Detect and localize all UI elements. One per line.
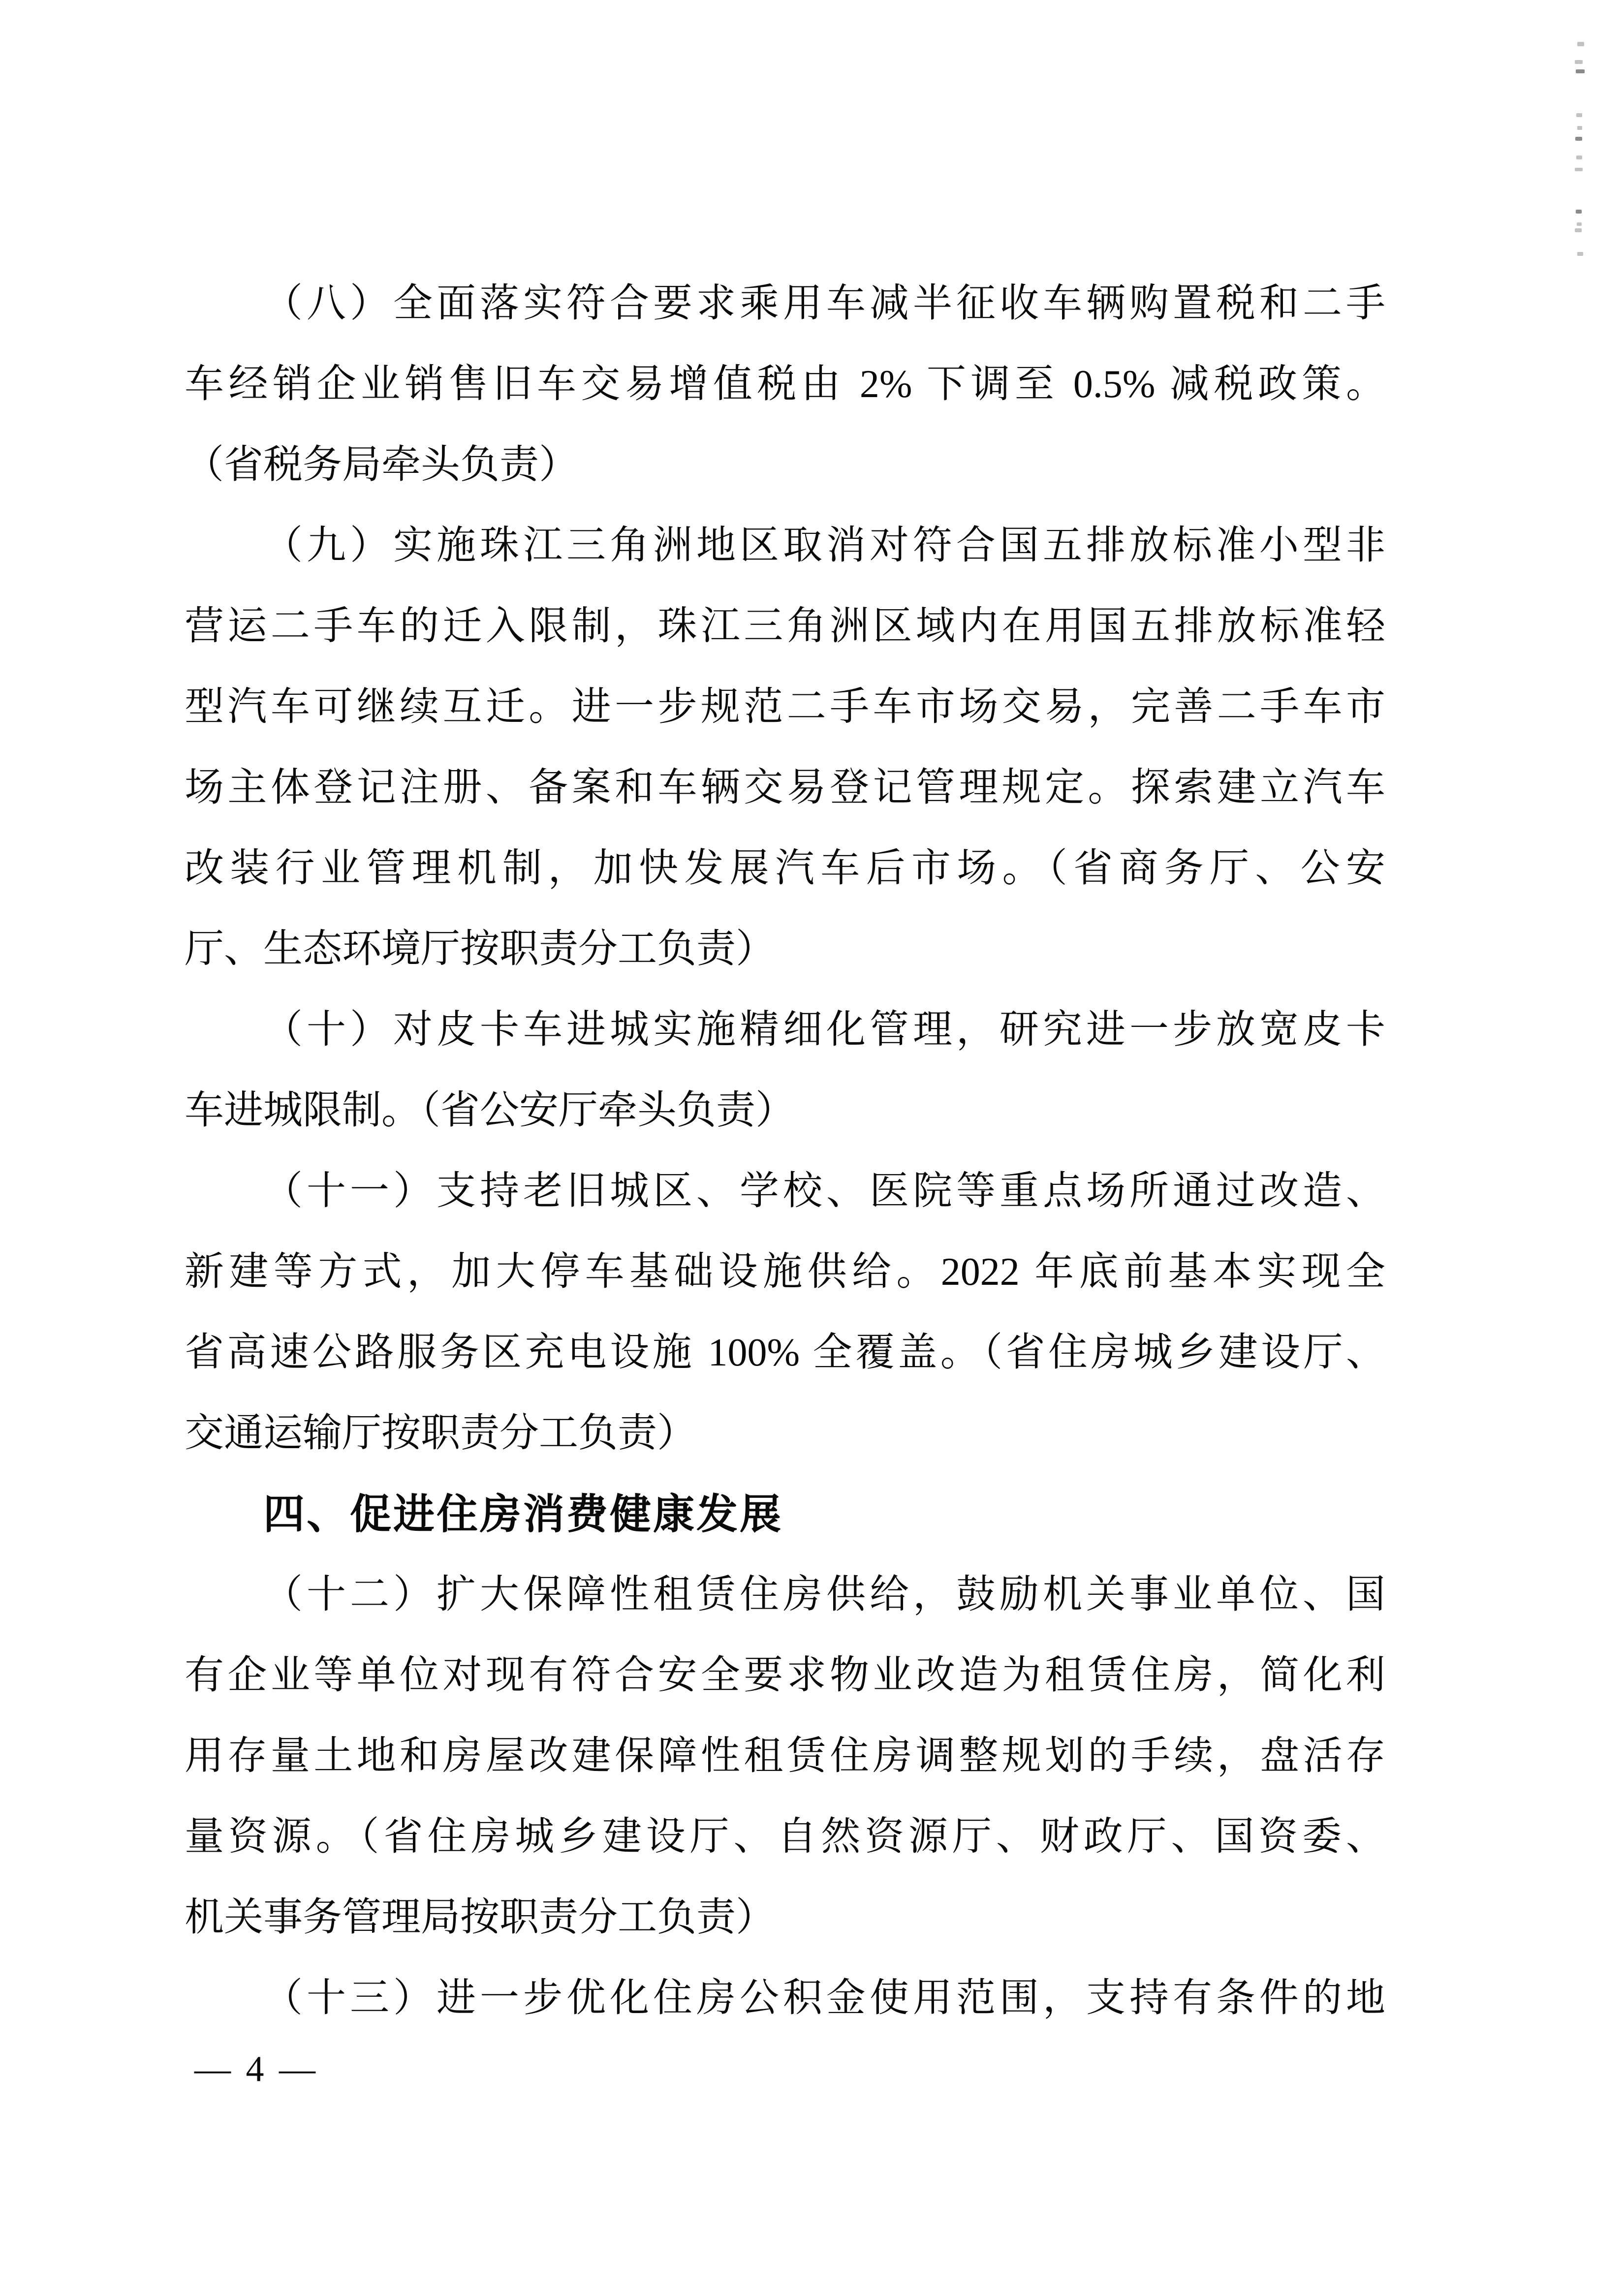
paragraph-line: 车经销企业销售旧车交易增值税由 2% 下调至 0.5% 减税政策。 — [185, 363, 1385, 406]
scan-artifact — [1575, 60, 1583, 64]
section-heading-text: 四、促进住房消费健康发展 — [263, 1491, 783, 1537]
paragraph-item-13 — [185, 1958, 1385, 2039]
paragraph-line: 改装行业管理机制，加快发展汽车后市场。（省商务厅、公安 — [185, 847, 1385, 890]
paragraph-item-12 — [185, 1554, 1385, 1958]
paragraph-line: 交通运输厅按职责分工负责） — [185, 1412, 696, 1455]
paragraph-item-8 — [185, 263, 1385, 505]
paragraph-line: 省高速公路服务区充电设施 100% 全覆盖。（省住房城乡建设厅、 — [185, 1331, 1385, 1374]
scan-artifact — [1576, 69, 1585, 73]
paragraph-item-10 — [185, 990, 1385, 1151]
scan-artifact — [1575, 137, 1582, 141]
scan-artifact — [1575, 168, 1583, 171]
scan-artifact — [1577, 252, 1583, 256]
paragraph-line: （十）对皮卡车进城实施精细化管理，研究进一步放宽皮卡 — [263, 1008, 1385, 1052]
scan-artifact — [1576, 113, 1582, 117]
paragraph-line: 新建等方式，加大停车基础设施供给。2022 年底前基本实现全 — [185, 1250, 1385, 1294]
paragraph-line: （十一）支持老旧城区、学校、医院等重点场所通过改造、 — [263, 1170, 1385, 1213]
paragraph-line: 型汽车可继续互迁。进一步规范二手车市场交易，完善二手车市 — [185, 685, 1385, 729]
paragraph-item-9 — [185, 505, 1385, 990]
paragraph-line: 机关事务管理局按职责分工负责） — [185, 1896, 775, 1939]
paragraph-line: （十二）扩大保障性租赁住房供给，鼓励机关事业单位、国 — [263, 1573, 1385, 1616]
paragraph-line: 车进城限制。（省公安厅牵头负责） — [185, 1089, 795, 1132]
scan-artifact — [1577, 42, 1584, 46]
paragraph-line: 场主体登记注册、备案和车辆交易登记管理规定。探索建立汽车 — [185, 766, 1385, 809]
paragraph-line: （省税务局牵头负责） — [185, 443, 578, 487]
paragraph-line: 营运二手车的迁入限制，珠江三角洲区域内在用国五排放标准轻 — [185, 605, 1385, 648]
paragraph-item-11 — [185, 1151, 1385, 1474]
paragraph-line: 量资源。（省住房城乡建设厅、自然资源厅、财政厅、国资委、 — [185, 1815, 1385, 1859]
text-block — [185, 263, 1385, 2039]
scan-artifact — [1576, 155, 1582, 159]
paragraph-line: 用存量土地和房屋改建保障性租赁住房调整规划的手续，盘活存 — [185, 1735, 1385, 1778]
paragraph-line: （十三）进一步优化住房公积金使用范围，支持有条件的地 — [263, 1977, 1385, 2020]
paragraph-line: （九）实施珠江三角洲地区取消对符合国五排放标准小型非 — [263, 524, 1385, 567]
scan-artifact — [1575, 228, 1582, 232]
paragraph-line: （八）全面落实符合要求乘用车减半征收车辆购置税和二手 — [263, 282, 1385, 325]
scan-artifact — [1577, 126, 1582, 130]
paragraph-line: 厅、生态环境厅按职责分工负责） — [185, 928, 775, 971]
scan-artifact — [1577, 222, 1582, 226]
paragraph-line: 有企业等单位对现有符合安全要求物业改造为租赁住房，简化利 — [185, 1654, 1385, 1697]
section-heading-4 — [185, 1474, 1385, 1554]
page-number: — 4 — — [194, 2049, 318, 2089]
scan-artifact — [1576, 210, 1582, 214]
